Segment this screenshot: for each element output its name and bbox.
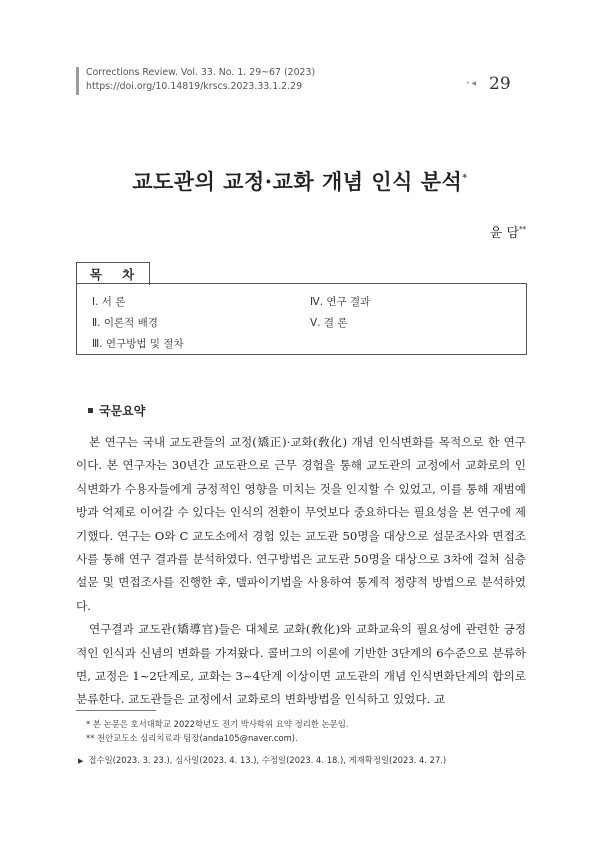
running-header (76, 66, 526, 100)
abstract-paragraph: 연구결과 교도관(矯導官)들은 대체로 교화(敎化)와 교화교육의 필요성에 관련한 긍정적인 인식과 신념의 변화를 가져왔다. 콜버그의 이론에 기반한 3단계의 6수준으로 분류하면, 교정은 1~2단계로, 교화는 3~4단계 이상이면 교도관의 개념 인식변화단계의 합의로 분류한다. 교도관들은 교정에서 교화로의 변화방법을 인식하고 있었다. 교 (76, 622, 526, 707)
table-of-contents (76, 283, 527, 355)
toc-tab (76, 262, 150, 285)
toc-item[interactable]: Ⅱ. 이론적 배경 (92, 317, 158, 329)
abstract-paragraph: 본 연구는 국내 교도관들의 교정(矯正)·교화(敎化) 개념 인식변화를 목적으로 한 연구이다. 본 연구자는 30년간 교도관으로 근무 경험을 통해 교도관의 교정에서 교화로의 인식변화가 수용자들에게 긍정적인 영향을 미치는 것을 인지할 수 있었고, 이를 통해 재범예방과 억제로 이어갈 수 있다는 인식의 전환이 무엇보다 중요하다는 필요성을 본 연구에 제기했다. 연구는 O와 C 교도소에서 경험 있는 교도관 50명을 대상으로 설문조사와 면접조사를 통해 연구 결과를 분석하였다. 연구방법은 교도관 50명을 대상으로 3차에 걸쳐 심층 설문 및 면접조사를 진행한 후, 델파이기법을 사용하여 통계적 정량적 방법으로 분석하였다. (76, 435, 526, 613)
footnote: * 본 논문은 호서대학교 2022학년도 전기 박사학위 요약 정리한 논문임. (86, 719, 349, 729)
author (440, 222, 526, 241)
triangle-bullet-icon: ▶ (78, 757, 84, 765)
title-footnote-mark: * (462, 173, 468, 184)
abstract-body (76, 431, 526, 712)
toc-item[interactable]: Ⅴ. 결 론 (310, 317, 348, 329)
toc-label: 목 차 (89, 267, 143, 282)
author-name: 윤 담 (489, 226, 519, 241)
received-dates-text: 접수일(2023. 3. 23.), 심사일(2023. 4. 13.), 수정일(2023. 4. 18.), 게재확정일(2023. 4. 27.) (88, 755, 447, 765)
received-dates (78, 754, 446, 766)
header-bar (76, 67, 79, 95)
footnote-rule (76, 710, 156, 711)
abstract-heading-text: 국문요약 (99, 404, 146, 418)
header-mark: • ◀ (466, 80, 477, 87)
square-bullet-icon (88, 408, 93, 413)
header-citation (86, 66, 315, 94)
toc-item[interactable]: Ⅲ. 연구방법 및 절차 (92, 338, 184, 350)
paper-title-text: 교도관의 교정·교화 개념 인식 분석 (132, 169, 463, 194)
abstract-heading (88, 402, 145, 419)
paper-title (0, 166, 600, 196)
journal-line: Corrections Review. Vol. 33. No. 1. 29~67 (2023) (86, 67, 316, 78)
author-footnote-mark: ** (519, 225, 526, 234)
toc-item[interactable]: Ⅰ. 서 론 (92, 296, 126, 308)
doi-link[interactable]: https://doi.org/10.14819/krscs.2023.33.1.2.29 (86, 81, 303, 92)
footnote: ** 천안교도소 심리치료과 팀장(anda105@naver.com). (86, 733, 298, 743)
toc-item[interactable]: Ⅳ. 연구 결과 (310, 296, 371, 308)
page-number: 29 (489, 74, 511, 94)
